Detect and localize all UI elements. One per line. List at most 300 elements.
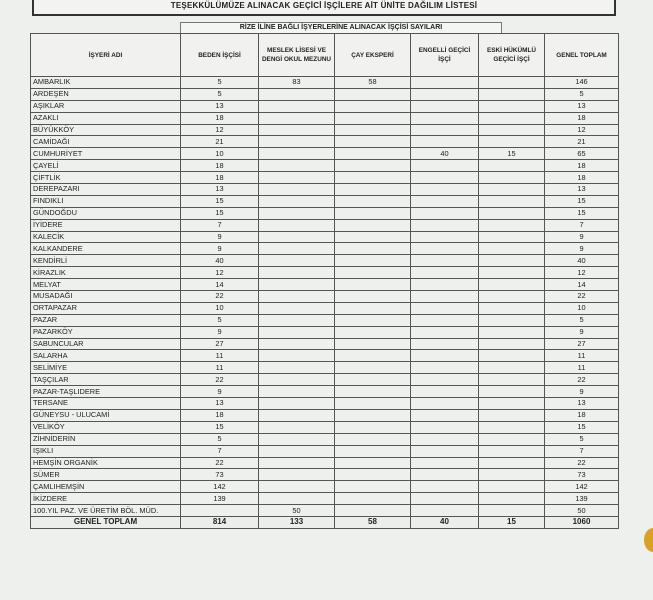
cell-beden: 15 <box>181 207 259 219</box>
cell-eski <box>479 100 545 112</box>
cell-engelli <box>411 481 479 493</box>
edge-badge <box>644 528 653 552</box>
cell-engelli <box>411 338 479 350</box>
total-genel: 1060 <box>545 516 619 528</box>
cell-beden: 10 <box>181 148 259 160</box>
cell-engelli <box>411 124 479 136</box>
cell-beden: 18 <box>181 409 259 421</box>
cell-eski <box>479 279 545 291</box>
cell-genel: 50 <box>545 505 619 517</box>
table-row <box>31 386 619 398</box>
cell-engelli <box>411 207 479 219</box>
table-row <box>31 445 619 457</box>
cell-beden: 15 <box>181 421 259 433</box>
cell-genel: 18 <box>545 160 619 172</box>
cell-cay <box>335 231 411 243</box>
header-engelli: ENGELLİ GEÇİCİ İŞÇİ <box>411 34 479 77</box>
cell-beden: 5 <box>181 88 259 100</box>
cell-eski <box>479 231 545 243</box>
cell-cay <box>335 267 411 279</box>
cell-cay <box>335 326 411 338</box>
cell-beden: 11 <box>181 350 259 362</box>
cell-cay <box>335 493 411 505</box>
cell-cay <box>335 136 411 148</box>
table-row <box>31 362 619 374</box>
cell-meslek: 50 <box>259 505 335 517</box>
table-row <box>31 243 619 255</box>
cell-cay <box>335 195 411 207</box>
cell-engelli <box>411 421 479 433</box>
cell-genel: 14 <box>545 279 619 291</box>
total-cay: 58 <box>335 516 411 528</box>
cell-engelli <box>411 457 479 469</box>
cell-name: ORTAPAZAR <box>31 302 181 314</box>
title-box <box>32 0 616 16</box>
cell-cay <box>335 362 411 374</box>
cell-cay <box>335 505 411 517</box>
cell-meslek <box>259 172 335 184</box>
cell-genel: 15 <box>545 421 619 433</box>
cell-beden: 9 <box>181 243 259 255</box>
cell-eski: 15 <box>479 148 545 160</box>
table-header-row <box>31 34 619 77</box>
cell-meslek <box>259 445 335 457</box>
cell-name: SÜMER <box>31 469 181 481</box>
table-row <box>31 160 619 172</box>
cell-name: KENDİRLİ <box>31 255 181 267</box>
cell-name: KALECİK <box>31 231 181 243</box>
cell-eski <box>479 350 545 362</box>
cell-meslek <box>259 267 335 279</box>
cell-cay <box>335 398 411 410</box>
cell-name: KİRAZLIK <box>31 267 181 279</box>
cell-eski <box>479 457 545 469</box>
cell-engelli <box>411 219 479 231</box>
table-row <box>31 493 619 505</box>
cell-meslek <box>259 433 335 445</box>
cell-meslek <box>259 481 335 493</box>
cell-name: CUMHURİYET <box>31 148 181 160</box>
cell-engelli <box>411 326 479 338</box>
cell-genel: 18 <box>545 112 619 124</box>
cell-genel: 9 <box>545 386 619 398</box>
cell-beden: 15 <box>181 195 259 207</box>
cell-engelli <box>411 195 479 207</box>
cell-name: TAŞÇILAR <box>31 374 181 386</box>
table-row <box>31 136 619 148</box>
cell-beden: 14 <box>181 279 259 291</box>
header-genel: GENEL TOPLAM <box>545 34 619 77</box>
cell-eski <box>479 338 545 350</box>
cell-cay <box>335 469 411 481</box>
table-row <box>31 255 619 267</box>
cell-genel: 22 <box>545 457 619 469</box>
cell-name: BÜYÜKKÖY <box>31 124 181 136</box>
cell-eski <box>479 88 545 100</box>
cell-beden: 7 <box>181 445 259 457</box>
cell-cay <box>335 160 411 172</box>
cell-genel: 142 <box>545 481 619 493</box>
header-meslek: MESLEK LİSESİ VE DENGİ OKUL MEZUNU <box>259 34 335 77</box>
header-workplace: İŞYERİ ADI <box>31 34 181 77</box>
cell-name: GÜNDOĞDU <box>31 207 181 219</box>
document-title: TEŞEKKÜLÜMÜZE ALINACAK GEÇİCİ İŞÇİLERE AİT ÜNİTE DAĞILIM LİSTESİ <box>170 1 478 10</box>
cell-genel: 13 <box>545 100 619 112</box>
table-row <box>31 302 619 314</box>
cell-name: İKİZDERE <box>31 493 181 505</box>
cell-engelli <box>411 88 479 100</box>
cell-eski <box>479 184 545 196</box>
table-row <box>31 77 619 89</box>
cell-meslek <box>259 160 335 172</box>
cell-beden: 18 <box>181 112 259 124</box>
cell-meslek <box>259 112 335 124</box>
cell-engelli <box>411 136 479 148</box>
cell-engelli <box>411 160 479 172</box>
table-row <box>31 124 619 136</box>
cell-name: TERSANE <box>31 398 181 410</box>
cell-beden: 11 <box>181 362 259 374</box>
cell-name: AŞIKLAR <box>31 100 181 112</box>
cell-genel: 12 <box>545 124 619 136</box>
cell-eski <box>479 409 545 421</box>
cell-name: CAMİDAĞI <box>31 136 181 148</box>
cell-engelli <box>411 255 479 267</box>
cell-genel: 15 <box>545 195 619 207</box>
cell-beden: 73 <box>181 469 259 481</box>
cell-genel: 10 <box>545 302 619 314</box>
cell-eski <box>479 302 545 314</box>
distribution-table <box>30 33 619 529</box>
cell-beden: 9 <box>181 326 259 338</box>
cell-genel: 13 <box>545 398 619 410</box>
total-engelli: 40 <box>411 516 479 528</box>
document-subtitle: RİZE İLİNE BAĞLI İŞYERLERİNE ALINACAK İŞÇİSİ SAYILARI <box>239 24 443 31</box>
cell-genel: 22 <box>545 374 619 386</box>
cell-beden: 10 <box>181 302 259 314</box>
cell-cay <box>335 255 411 267</box>
table-row <box>31 207 619 219</box>
cell-name: IŞIKLI <box>31 445 181 457</box>
cell-eski <box>479 469 545 481</box>
cell-beden: 12 <box>181 124 259 136</box>
cell-beden <box>181 505 259 517</box>
cell-meslek <box>259 279 335 291</box>
cell-meslek <box>259 374 335 386</box>
table-row <box>31 231 619 243</box>
cell-meslek <box>259 291 335 303</box>
cell-cay <box>335 148 411 160</box>
table-row <box>31 505 619 517</box>
total-meslek: 133 <box>259 516 335 528</box>
cell-eski <box>479 421 545 433</box>
cell-engelli <box>411 302 479 314</box>
cell-beden: 12 <box>181 267 259 279</box>
cell-beden: 13 <box>181 184 259 196</box>
cell-name: SABUNCULAR <box>31 338 181 350</box>
cell-meslek <box>259 326 335 338</box>
total-row <box>31 516 619 528</box>
cell-name: DEREPAZARI <box>31 184 181 196</box>
cell-genel: 18 <box>545 172 619 184</box>
cell-name: FINDIKLI <box>31 195 181 207</box>
cell-meslek <box>259 231 335 243</box>
cell-engelli <box>411 433 479 445</box>
table-row <box>31 421 619 433</box>
cell-engelli <box>411 409 479 421</box>
cell-name: PAZAR-TAŞLIDERE <box>31 386 181 398</box>
cell-name: PAZARKÖY <box>31 326 181 338</box>
cell-eski <box>479 124 545 136</box>
cell-cay <box>335 302 411 314</box>
cell-meslek <box>259 136 335 148</box>
cell-genel: 9 <box>545 231 619 243</box>
cell-beden: 18 <box>181 160 259 172</box>
cell-beden: 27 <box>181 338 259 350</box>
cell-cay <box>335 457 411 469</box>
cell-eski <box>479 326 545 338</box>
cell-genel: 21 <box>545 136 619 148</box>
cell-engelli <box>411 243 479 255</box>
cell-engelli <box>411 493 479 505</box>
cell-engelli <box>411 231 479 243</box>
cell-cay <box>335 433 411 445</box>
cell-genel: 22 <box>545 291 619 303</box>
cell-beden: 7 <box>181 219 259 231</box>
cell-beden: 9 <box>181 231 259 243</box>
cell-genel: 11 <box>545 362 619 374</box>
cell-eski <box>479 219 545 231</box>
cell-genel: 65 <box>545 148 619 160</box>
cell-name: ZİHNİDERİN <box>31 433 181 445</box>
table-row <box>31 433 619 445</box>
cell-beden: 13 <box>181 398 259 410</box>
cell-engelli <box>411 100 479 112</box>
cell-name: SELİMİYE <box>31 362 181 374</box>
cell-eski <box>479 314 545 326</box>
cell-eski <box>479 362 545 374</box>
cell-eski <box>479 291 545 303</box>
cell-engelli <box>411 374 479 386</box>
table-row <box>31 172 619 184</box>
cell-meslek <box>259 88 335 100</box>
cell-cay <box>335 314 411 326</box>
cell-engelli <box>411 362 479 374</box>
cell-beden: 22 <box>181 374 259 386</box>
cell-engelli <box>411 172 479 184</box>
cell-genel: 7 <box>545 219 619 231</box>
table-row <box>31 374 619 386</box>
table-row <box>31 112 619 124</box>
cell-meslek <box>259 184 335 196</box>
cell-meslek <box>259 350 335 362</box>
total-beden: 814 <box>181 516 259 528</box>
cell-name: MELYAT <box>31 279 181 291</box>
cell-genel: 40 <box>545 255 619 267</box>
cell-meslek <box>259 398 335 410</box>
cell-meslek <box>259 493 335 505</box>
cell-eski <box>479 255 545 267</box>
cell-genel: 5 <box>545 88 619 100</box>
cell-eski <box>479 374 545 386</box>
cell-cay <box>335 350 411 362</box>
cell-cay <box>335 243 411 255</box>
cell-eski <box>479 445 545 457</box>
cell-genel: 5 <box>545 433 619 445</box>
cell-meslek <box>259 124 335 136</box>
header-cay: ÇAY EKSPERİ <box>335 34 411 77</box>
cell-name: PAZAR <box>31 314 181 326</box>
cell-eski <box>479 172 545 184</box>
cell-cay <box>335 445 411 457</box>
cell-beden: 22 <box>181 457 259 469</box>
cell-genel: 12 <box>545 267 619 279</box>
cell-meslek <box>259 338 335 350</box>
cell-engelli <box>411 398 479 410</box>
cell-beden: 21 <box>181 136 259 148</box>
table-row <box>31 195 619 207</box>
table-row <box>31 457 619 469</box>
table-body <box>31 77 619 517</box>
cell-cay <box>335 409 411 421</box>
table-row <box>31 279 619 291</box>
cell-engelli <box>411 77 479 89</box>
cell-cay <box>335 100 411 112</box>
cell-meslek <box>259 421 335 433</box>
cell-name: AMBARLIK <box>31 77 181 89</box>
cell-beden: 40 <box>181 255 259 267</box>
cell-cay <box>335 338 411 350</box>
cell-name: MUSADAĞI <box>31 291 181 303</box>
cell-meslek <box>259 255 335 267</box>
cell-beden: 5 <box>181 314 259 326</box>
cell-name: 100.YIL PAZ. VE ÜRETİM BÖL. MÜD. <box>31 505 181 517</box>
cell-engelli <box>411 350 479 362</box>
table-row <box>31 88 619 100</box>
cell-cay <box>335 184 411 196</box>
cell-engelli <box>411 291 479 303</box>
cell-cay: 58 <box>335 77 411 89</box>
cell-meslek <box>259 100 335 112</box>
cell-cay <box>335 88 411 100</box>
cell-beden: 18 <box>181 172 259 184</box>
table-row <box>31 326 619 338</box>
cell-cay <box>335 291 411 303</box>
cell-cay <box>335 279 411 291</box>
cell-eski <box>479 112 545 124</box>
cell-genel: 7 <box>545 445 619 457</box>
table-row <box>31 184 619 196</box>
cell-meslek <box>259 243 335 255</box>
cell-meslek <box>259 469 335 481</box>
cell-genel: 5 <box>545 314 619 326</box>
cell-engelli <box>411 267 479 279</box>
cell-name: ÇAMLIHEMŞİN <box>31 481 181 493</box>
cell-eski <box>479 195 545 207</box>
cell-meslek <box>259 409 335 421</box>
cell-genel: 73 <box>545 469 619 481</box>
cell-meslek <box>259 314 335 326</box>
total-label: GENEL TOPLAM <box>31 516 181 528</box>
cell-genel: 11 <box>545 350 619 362</box>
cell-eski <box>479 77 545 89</box>
cell-meslek: 83 <box>259 77 335 89</box>
cell-genel: 9 <box>545 243 619 255</box>
cell-meslek <box>259 386 335 398</box>
cell-eski <box>479 433 545 445</box>
cell-engelli: 40 <box>411 148 479 160</box>
cell-cay <box>335 124 411 136</box>
cell-beden: 9 <box>181 386 259 398</box>
cell-eski <box>479 160 545 172</box>
header-eski: ESKİ HÜKÜMLÜ GEÇİCİ İŞÇİ <box>479 34 545 77</box>
cell-name: AZAKLI <box>31 112 181 124</box>
cell-beden: 5 <box>181 77 259 89</box>
cell-eski <box>479 493 545 505</box>
cell-meslek <box>259 148 335 160</box>
cell-name: KALKANDERE <box>31 243 181 255</box>
cell-eski <box>479 136 545 148</box>
cell-engelli <box>411 112 479 124</box>
cell-cay <box>335 207 411 219</box>
cell-beden: 13 <box>181 100 259 112</box>
cell-beden: 139 <box>181 493 259 505</box>
cell-cay <box>335 219 411 231</box>
header-beden: BEDEN İŞÇİSİ <box>181 34 259 77</box>
cell-cay <box>335 481 411 493</box>
cell-engelli <box>411 505 479 517</box>
cell-cay <box>335 374 411 386</box>
cell-eski <box>479 398 545 410</box>
cell-meslek <box>259 362 335 374</box>
cell-beden: 142 <box>181 481 259 493</box>
cell-meslek <box>259 195 335 207</box>
cell-eski <box>479 481 545 493</box>
table-row <box>31 469 619 481</box>
cell-eski <box>479 267 545 279</box>
cell-genel: 146 <box>545 77 619 89</box>
cell-genel: 15 <box>545 207 619 219</box>
table-row <box>31 350 619 362</box>
cell-name: HEMŞİN ORGANİK <box>31 457 181 469</box>
cell-meslek <box>259 219 335 231</box>
cell-name: GÜNEYSU - ULUCAMİ <box>31 409 181 421</box>
cell-genel: 27 <box>545 338 619 350</box>
cell-engelli <box>411 279 479 291</box>
cell-cay <box>335 421 411 433</box>
cell-genel: 9 <box>545 326 619 338</box>
table-row <box>31 148 619 160</box>
cell-meslek <box>259 457 335 469</box>
cell-engelli <box>411 314 479 326</box>
cell-name: ÇAYELİ <box>31 160 181 172</box>
cell-eski <box>479 386 545 398</box>
table-row <box>31 314 619 326</box>
cell-meslek <box>259 207 335 219</box>
cell-name: SALARHA <box>31 350 181 362</box>
table-row <box>31 100 619 112</box>
table-row <box>31 409 619 421</box>
table-row <box>31 267 619 279</box>
table-row <box>31 291 619 303</box>
table-row <box>31 219 619 231</box>
cell-engelli <box>411 184 479 196</box>
cell-engelli <box>411 386 479 398</box>
cell-cay <box>335 172 411 184</box>
cell-engelli <box>411 445 479 457</box>
cell-eski <box>479 243 545 255</box>
cell-beden: 22 <box>181 291 259 303</box>
